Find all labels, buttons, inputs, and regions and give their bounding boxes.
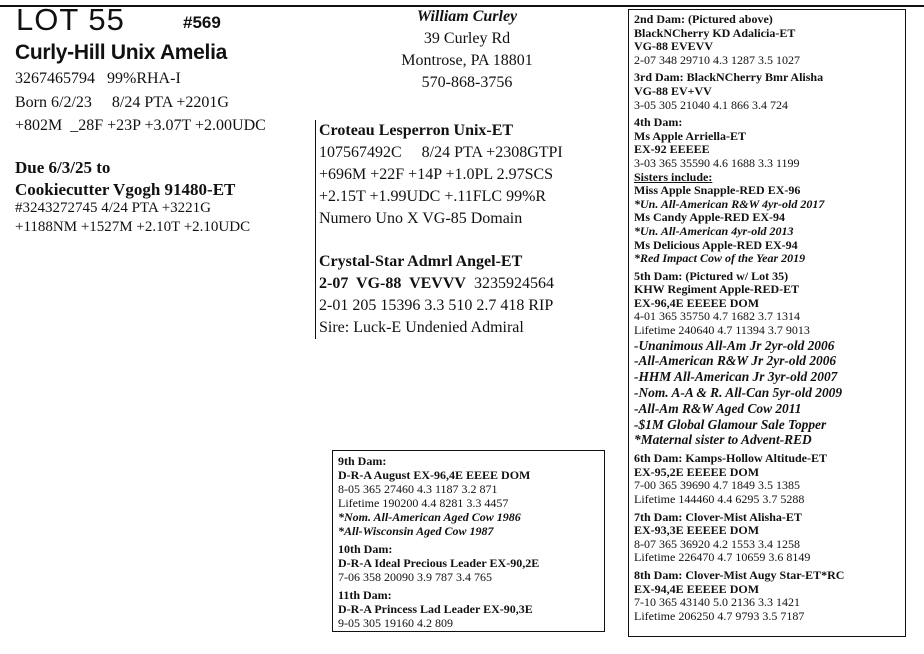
dam-sire: Sire: Luck-E Undenied Admiral [319, 319, 524, 336]
cow-traits: +802M _28F +23P +3.07T +2.00UDC [15, 117, 266, 134]
dam-6-score: EX-95,2E EEEEE DOM [634, 464, 760, 479]
dam-4-score: EX-92 EEEEE [634, 142, 710, 157]
sire-line-1: 107567492C 8/24 PTA +2308GTPI [319, 144, 563, 161]
cow-name: Curly-Hill Unix Amelia [15, 41, 228, 64]
sister-1-award: *Un. All-American R&W 4yr-old 2017 [634, 196, 825, 211]
sister-2: Ms Candy Apple-RED EX-94 [634, 210, 786, 225]
dam-10-heading: 10th Dam: [338, 542, 393, 556]
dam-3-record: 3-05 305 21040 4.1 866 3.4 724 [634, 97, 788, 112]
dam-8-heading: 8th Dam: Clover-Mist Augy Star-ET*RC [634, 567, 845, 582]
dam-9-name: D-R-A August EX-96,4E EEEE DOM [338, 468, 531, 482]
dam-9-lifetime: Lifetime 190200 4.4 8281 3.3 4457 [338, 496, 509, 510]
dam-11-record: 9-05 305 19160 4.2 809 [338, 616, 453, 630]
dam-5-honor-7: *Maternal sister to Advent-RED [634, 432, 812, 448]
dam-7-heading: 7th Dam: Clover-Mist Alisha-ET [634, 509, 802, 524]
dam-8-record: 7-10 365 43140 5.0 2136 3.3 1421 [634, 595, 800, 610]
owner-name: William Curley [416, 8, 518, 25]
due-date-heading [15, 157, 235, 200]
dam-4-name: Ms Apple Arriella-ET [634, 128, 746, 143]
dam-10-name: D-R-A Ideal Precious Leader EX-90,2E [338, 556, 540, 570]
dam-9-award-2: *All-Wisconsin Aged Cow 1987 [338, 524, 494, 538]
owner-city: Montrose, PA 18801 [401, 52, 533, 69]
dam-registration: 3235924564 [465, 275, 554, 292]
dam-5-honor-3: -HHM All-American Jr 3yr-old 2007 [634, 369, 838, 385]
dam-11-name: D-R-A Princess Lad Leader EX-90,3E [338, 602, 533, 616]
dam-8-lifetime: Lifetime 206250 4.7 9793 3.5 7187 [634, 608, 805, 623]
sire-block [315, 120, 563, 266]
owner-street: 39 Curley Rd [423, 30, 511, 47]
dam-5-heading: 5th Dam: (Pictured w/ Lot 35) [634, 268, 789, 283]
dam-5-honor-4: -Nom. A-A & R. All-Can 5yr-old 2009 [634, 385, 843, 401]
dam-name: Crystal-Star Admrl Angel-ET [319, 253, 523, 270]
dam-5-honor-5: -All-Am R&W Aged Cow 2011 [634, 400, 802, 416]
dam-8-score: EX-94,4E EEEEE DOM [634, 581, 760, 596]
dam-score-line [319, 273, 554, 295]
dam-5-score: EX-96,4E EEEEE DOM [634, 295, 760, 310]
service-sire: Cookiecutter Vgogh 91480-ET [15, 179, 236, 199]
dam-5-name: KHW Regiment Apple-RED-ET [634, 282, 800, 297]
sister-2-award: *Un. All-American 4yr-old 2013 [634, 223, 794, 238]
dam-4-heading: 4th Dam: [634, 115, 683, 130]
dam-5-record: 4-01 365 35750 4.7 1682 3.7 1314 [634, 309, 800, 324]
lot-catalog-number: #569 [183, 13, 221, 32]
dam-score: 2-07 VG-88 VEVVV [319, 275, 466, 292]
dam-5-lifetime: Lifetime 240640 4.7 11394 3.7 9013 [634, 323, 810, 338]
sister-3: Ms Delicious Apple-RED EX-94 [634, 237, 798, 252]
dam-6-heading: 6th Dam: Kamps-Hollow Altitude-ET [634, 451, 828, 466]
dam-7-record: 8-07 365 36920 4.2 1553 3.4 1258 [634, 536, 800, 551]
sisters-heading: Sisters include: [634, 169, 713, 184]
sire-line-3: +2.15T +1.99UDC +.11FLC 99%R [319, 188, 547, 205]
dam-9-award-1: *Nom. All-American Aged Cow 1986 [338, 510, 521, 524]
dam-5-honor-6: -$1M Global Glamour Sale Topper [634, 416, 827, 432]
dam-7-score: EX-93,3E EEEEE DOM [634, 523, 760, 538]
service-sire-info [15, 199, 250, 236]
dam-2-name: BlackNCherry KD Adalicia-ET [634, 25, 796, 40]
due-date: Due 6/3/25 to [15, 158, 111, 177]
dam-6-lifetime: Lifetime 144460 4.4 6295 3.7 5288 [634, 492, 805, 507]
dam-11-heading: 11th Dam: [338, 588, 392, 602]
owner-contact [378, 6, 556, 94]
lot-title: LOT 55 [16, 2, 125, 37]
dam-3-heading: 3rd Dam: BlackNCherry Bmr Alisha [634, 70, 824, 85]
service-sire-pta: #3243272745 4/24 PTA +3221G [15, 200, 212, 216]
dam-7-lifetime: Lifetime 226470 4.7 10659 3.6 8149 [634, 550, 811, 565]
ancestor-box-left [332, 450, 605, 632]
dam-2-record: 2-07 348 29710 4.3 1287 3.5 1027 [634, 52, 800, 67]
dam-4-record: 3-03 365 35590 4.6 1688 3.3 1199 [634, 155, 800, 170]
cow-info [15, 67, 266, 138]
sire-line-2: +696M +22F +14P +1.0PL 2.97SCS [319, 166, 554, 183]
sister-3-award: *Red Impact Cow of the Year 2019 [634, 251, 806, 266]
dam-5-honor-1: -Unanimous All-Am Jr 2yr-old 2006 [634, 337, 835, 353]
cow-born-pta: Born 6/2/23 8/24 PTA +2201G [15, 93, 229, 111]
sister-1: Miss Apple Snapple-RED EX-96 [634, 183, 801, 198]
ancestor-box-right [628, 9, 906, 637]
owner-phone: 570-868-3756 [421, 74, 513, 91]
dam-10-record: 7-06 358 20090 3.9 787 3.4 765 [338, 570, 492, 584]
service-sire-traits: +1188NM +1527M +2.10T +2.10UDC [15, 218, 251, 235]
cow-registration: 3267465794 99%RHA-I [15, 70, 181, 87]
dam-9-record: 8-05 365 27460 4.3 1187 3.2 871 [338, 482, 498, 496]
dam-block [315, 251, 554, 339]
sire-line-4: Numero Uno X VG-85 Domain [319, 210, 523, 227]
dam-5-honor-2: -All-American R&W Jr 2yr-old 2006 [634, 353, 837, 369]
dam-record: 2-01 205 15396 3.3 510 2.7 418 RIP [319, 297, 554, 314]
dam-2-score: VG-88 EVEVV [634, 39, 714, 54]
dam-3-score: VG-88 EV+VV [634, 83, 712, 98]
sire-name: Croteau Lesperron Unix-ET [319, 122, 514, 139]
dam-2-heading: 2nd Dam: (Pictured above) [634, 12, 773, 26]
dam-6-record: 7-00 365 39690 4.7 1849 3.5 1385 [634, 478, 800, 493]
dam-9-heading: 9th Dam: [338, 454, 387, 468]
